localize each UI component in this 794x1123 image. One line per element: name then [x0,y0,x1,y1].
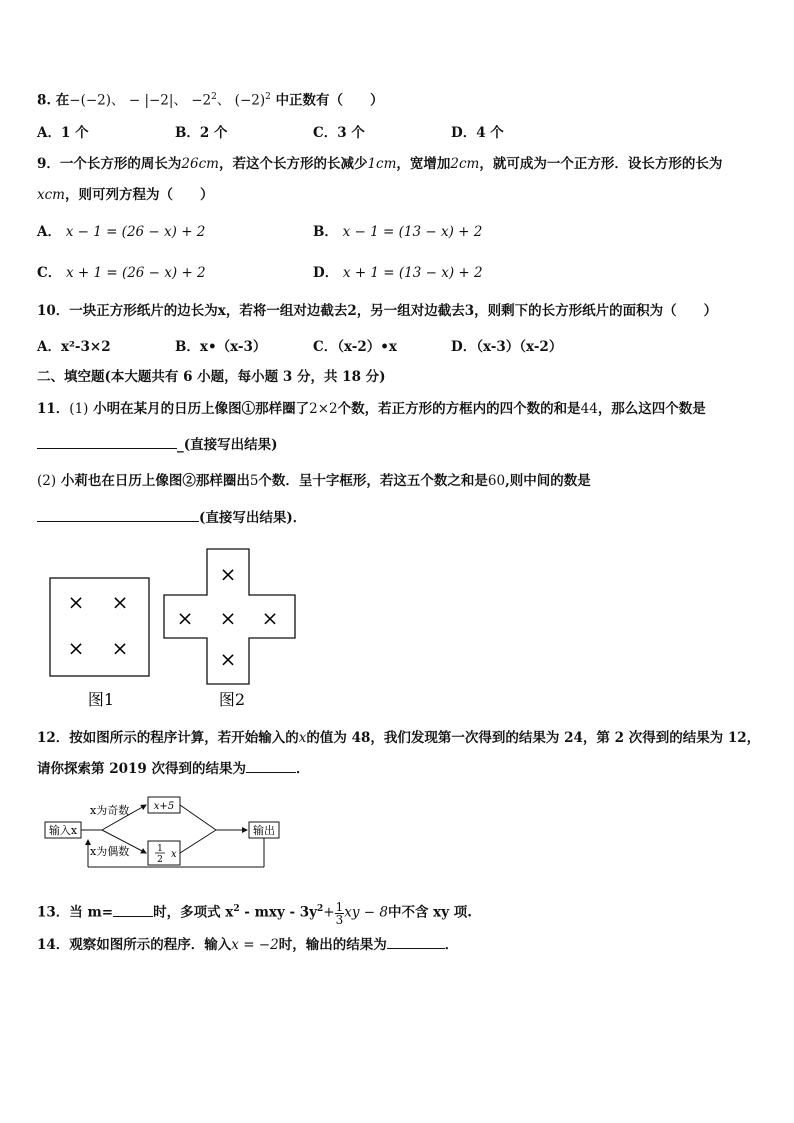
q13-text-a: 13．当 m= [37,904,114,921]
q13-exp-1: 2 [233,904,240,914]
q8-item-2: 、 − |−2| [111,92,174,109]
q11-part1-blank[interactable] [37,448,177,449]
q8-number: 8. [37,92,52,109]
q14-blank[interactable] [387,948,445,949]
figure-1-label: 图1 [87,690,115,709]
q13-text-b: 时，多项式 x [153,904,234,921]
figure-2-label: 图2 [218,690,246,709]
flow-odd-condition: x为奇数 [90,804,130,817]
q11-part1-dims: 2×2 [309,401,338,417]
q11-part1 [37,400,706,418]
q12-text-d: ． [295,761,310,777]
q13-plus: + [323,904,335,921]
q9-text-a: 一个长方形的周长为 [59,156,182,172]
q8-option-b: B．2 个 [175,125,228,141]
q11-part2-count: 5 [249,473,259,489]
figure-1-square [50,578,149,676]
q11-part2 [37,472,591,490]
q9-text-b: ，若这个长方形的长减少 [218,156,368,172]
q8-prefix: 在 [55,92,70,109]
q9-increase: 2cm [450,156,480,172]
q12-line1 [37,729,760,747]
q8-option-d: D．4 个 [451,125,504,141]
flow-even-op-den: 2 [157,855,163,865]
q8-item-4-exp: 2 [265,92,271,102]
q13-blank[interactable] [113,916,153,917]
q9-option-a [37,223,205,241]
q12-flowchart [40,793,300,873]
q11-number: 11． [37,401,70,417]
q9-option-d [313,264,483,282]
q11-part2-text-a: 小莉也在日历上像图②那样圈出 [60,473,250,489]
q14-text-b: 时，输出的结果为 [278,937,387,953]
q11-part1-text-b: 个数，若正方形的方框内的四个数的和是 [337,401,581,417]
q9-text-d: ，就可成为一个正方形．设长方形的长为 [479,156,723,172]
q11-part1-marker: (1) [69,401,89,417]
q12-variable: x [298,730,307,746]
figure-1-mark-4: × [111,636,129,660]
q12-blank[interactable] [246,772,296,773]
flow-even-op-num: 1 [157,844,163,854]
q11-part2-text-c: ,则中间的数是 [505,473,591,489]
q12-line2 [37,760,309,778]
q13-frac-den: 3 [335,912,344,927]
q9-number: 9． [37,156,60,172]
q11-part1-hint: _(直接写出结果) [177,437,278,453]
q9-perimeter: 26cm [181,156,219,172]
q9-option-c-label: C． [37,265,62,281]
q9-stem-line2 [37,186,213,204]
q9-decrease: 1cm [367,156,397,172]
figure-1-mark-1: × [67,590,85,614]
figure-2-mark-left: × [176,606,194,630]
q8-stem [37,88,384,110]
q9-option-d-label: D． [313,265,339,281]
q9-option-a-eq: x − 1 = (26 − x) + 2 [65,224,206,240]
q11-part1-answer [37,436,278,454]
q11-part2-sum: 60 [487,473,506,489]
q8-option-c: C．3 个 [313,125,365,141]
q12-text-a: 12．按如图所示的程序计算，若开始输入的 [37,730,299,746]
q11-part1-text-c: ，那么这四个数是 [597,401,706,417]
q8-option-a: A．1 个 [37,125,89,141]
flow-output-label: 输出 [253,824,275,837]
q11-part2-answer [37,509,306,527]
q11-part2-text-b: 个数．呈十字框形，若这五个数之和是 [258,473,488,489]
figure-2-mark-bottom: × [219,647,237,671]
q10-option-c: C．（x-2）•x [313,339,397,355]
q9-option-d-eq: x + 1 = (13 − x) + 2 [342,265,483,281]
q11-part2-blank[interactable] [37,521,199,522]
q8-item-4: 、 (−2) [216,92,266,109]
section-heading: 二、填空题(本大题共有 6 小题，每小题 3 分，共 18 分) [37,369,386,385]
q12-text-c: 请你探索第 2019 次得到的结果为 [37,761,246,777]
q13-exp-2: 2 [317,904,324,914]
figure-2-mark-right: × [261,606,279,630]
q13-text-h: 中不含 xy 项. [387,904,472,921]
flow-even-op-var: x [171,849,177,860]
q12-text-b: 的值为 48，我们发现第一次得到的结果为 24，第 2 次得到的结果为 12， [306,730,761,746]
q9-text-e: ，则可列方程为（ ） [64,187,214,203]
q14-text-a: 14．观察如图所示的程序．输入 [37,937,232,953]
q13-fraction [335,901,345,926]
figure-2-mark-top: × [219,562,237,586]
q13-term: xy − 8 [344,904,388,921]
q9-variable: xcm [37,187,65,203]
flow-even-condition: x为偶数 [90,845,130,858]
q9-option-a-label: A． [37,224,61,240]
flow-input-label: 输入x [48,824,78,837]
q10-option-b: B．x•（x-3） [175,339,267,355]
q10-option-d: D．（x-3）（x-2） [451,339,563,355]
q9-option-c-eq: x + 1 = (26 − x) + 2 [65,265,206,281]
q8-item-1: −(−2) [69,92,112,109]
q11-part1-text-a: 小明在某月的日历上像图①那样圈了 [93,401,310,417]
q14-text-c: ． [444,937,459,953]
q8-item-3-exp: 2 [211,92,217,102]
q13-frac-num: 1 [335,899,344,914]
q8-suffix: 中正数有（ ） [275,92,384,109]
q9-stem-line1 [37,155,722,173]
figure-1-mark-2: × [111,590,129,614]
q14-equation: x = −2 [231,937,279,953]
figure-1-mark-3: × [67,636,85,660]
q11-part2-marker: (2) [37,473,57,489]
flow-odd-op: x+5 [153,801,175,812]
q9-option-b-label: B． [313,224,338,240]
q9-text-c: ，宽增加 [396,156,451,172]
q13-stem [37,897,472,926]
q14-stem [37,936,458,954]
q9-option-c [37,264,206,282]
q8-item-3: 、 −2 [173,92,212,109]
q13-text-d: - mxy - 3y [239,904,318,921]
q11-part2-hint: (直接写出结果)． [199,510,307,526]
q11-part1-sum: 44 [580,401,598,417]
q10-stem: 10．一块正方形纸片的边长为x，若将一组对边截去2，另一组对边截去3，则剩下的长方形纸片的面积为（ ） [37,303,718,319]
q11-figures [40,545,310,715]
q10-option-a: A．x²-3×2 [37,339,111,355]
q9-option-b [313,223,482,241]
figure-2-mark-center: × [219,606,237,630]
q9-option-b-eq: x − 1 = (13 − x) + 2 [342,224,483,240]
